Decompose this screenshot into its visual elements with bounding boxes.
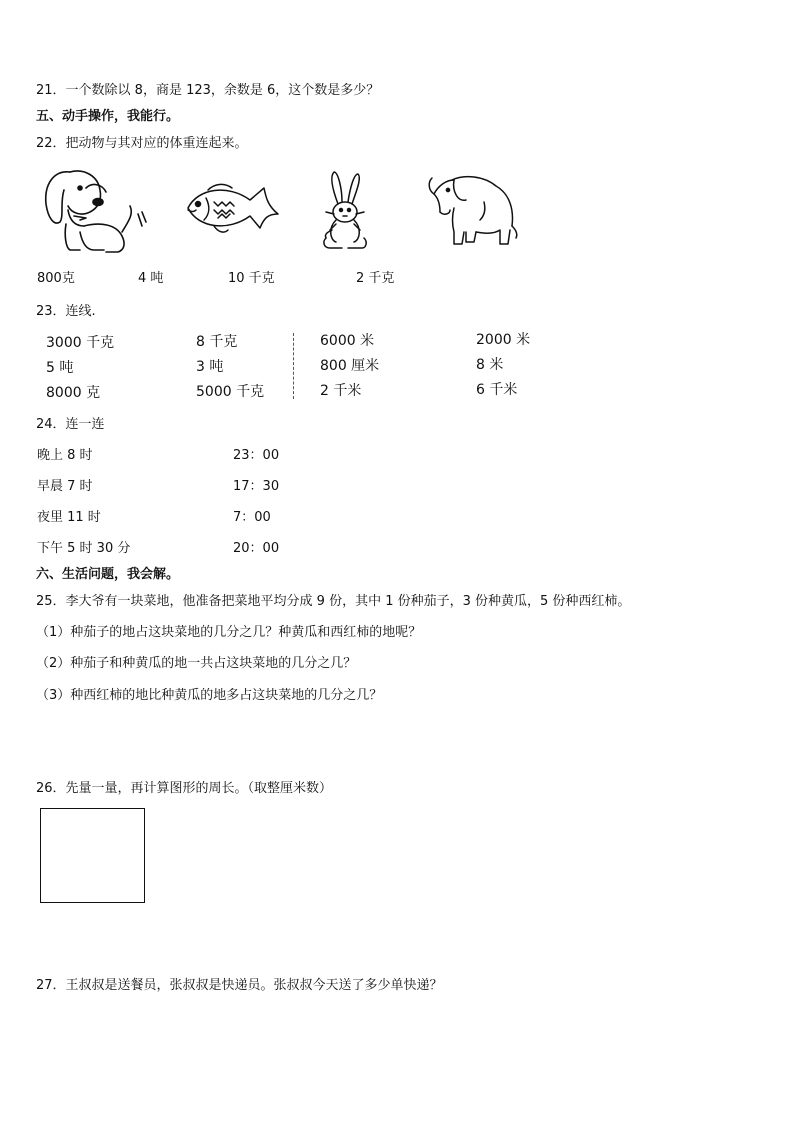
question-21: 21．一个数除以 8，商是 123，余数是 6，这个数是多少？ (36, 83, 380, 98)
question-23: 23．连线. (36, 304, 96, 319)
question-25-part-1: （1）种茄子的地占这块菜地的几分之几？种黄瓜和西红柿的地呢？ (36, 625, 422, 640)
dog-icon (40, 166, 148, 256)
time-description: 下午 5 时 30 分 (37, 541, 131, 556)
question-25-part-3: （3）种西红柿的地比种黄瓜的地多占这块菜地的几分之几？ (36, 688, 383, 703)
question-22: 22．把动物与其对应的体重连起来。 (36, 136, 248, 151)
column-divider (293, 333, 294, 399)
unit-item: 8 千克 (196, 334, 238, 350)
elephant-icon (424, 172, 520, 250)
clock-time: 23：00 (233, 448, 280, 463)
unit-item: 2 千米 (320, 383, 362, 399)
unit-item: 8 米 (476, 357, 504, 373)
clock-time: 20：00 (233, 541, 280, 556)
time-description: 夜里 11 时 (37, 510, 101, 525)
question-25-part-2: （2）种茄子和种黄瓜的地一共占这块菜地的几分之几？ (36, 656, 357, 671)
square-figure (40, 808, 145, 903)
time-description: 早晨 7 时 (37, 479, 93, 494)
weight-label: 2 千克 (356, 271, 395, 286)
time-description: 晚上 8 时 (37, 448, 93, 463)
fish-icon (184, 180, 280, 236)
question-24: 24．连一连 (36, 417, 105, 432)
unit-item: 5000 千克 (196, 384, 265, 400)
clock-time: 17：30 (233, 479, 280, 494)
question-25: 25．李大爷有一块菜地，他准备把菜地平均分成 9 份，其中 1 份种茄子，3 份种黄瓜，5 份种西红柿。 (36, 594, 631, 609)
question-27: 27．王叔叔是送餐员，张叔叔是快递员。张叔叔今天送了多少单快递？ (36, 978, 443, 993)
unit-item: 2000 米 (476, 332, 531, 348)
section-5-heading: 五、动手操作，我能行。 (36, 109, 180, 124)
unit-item: 8000 克 (46, 385, 101, 401)
question-26: 26．先量一量，再计算图形的周长。（取整厘米数） (36, 781, 333, 796)
clock-time: 7：00 (233, 510, 271, 525)
unit-item: 800 厘米 (320, 358, 380, 374)
rabbit-icon (316, 168, 374, 254)
weight-label: 10 千克 (228, 271, 275, 286)
weight-label: 4 吨 (138, 271, 164, 286)
unit-item: 6000 米 (320, 333, 375, 349)
weight-label: 800克 (37, 271, 75, 286)
unit-item: 3 吨 (196, 359, 224, 375)
unit-item: 3000 千克 (46, 335, 115, 351)
unit-item: 6 千米 (476, 382, 518, 398)
unit-item: 5 吨 (46, 360, 74, 376)
section-6-heading: 六、生活问题，我会解。 (36, 567, 180, 582)
